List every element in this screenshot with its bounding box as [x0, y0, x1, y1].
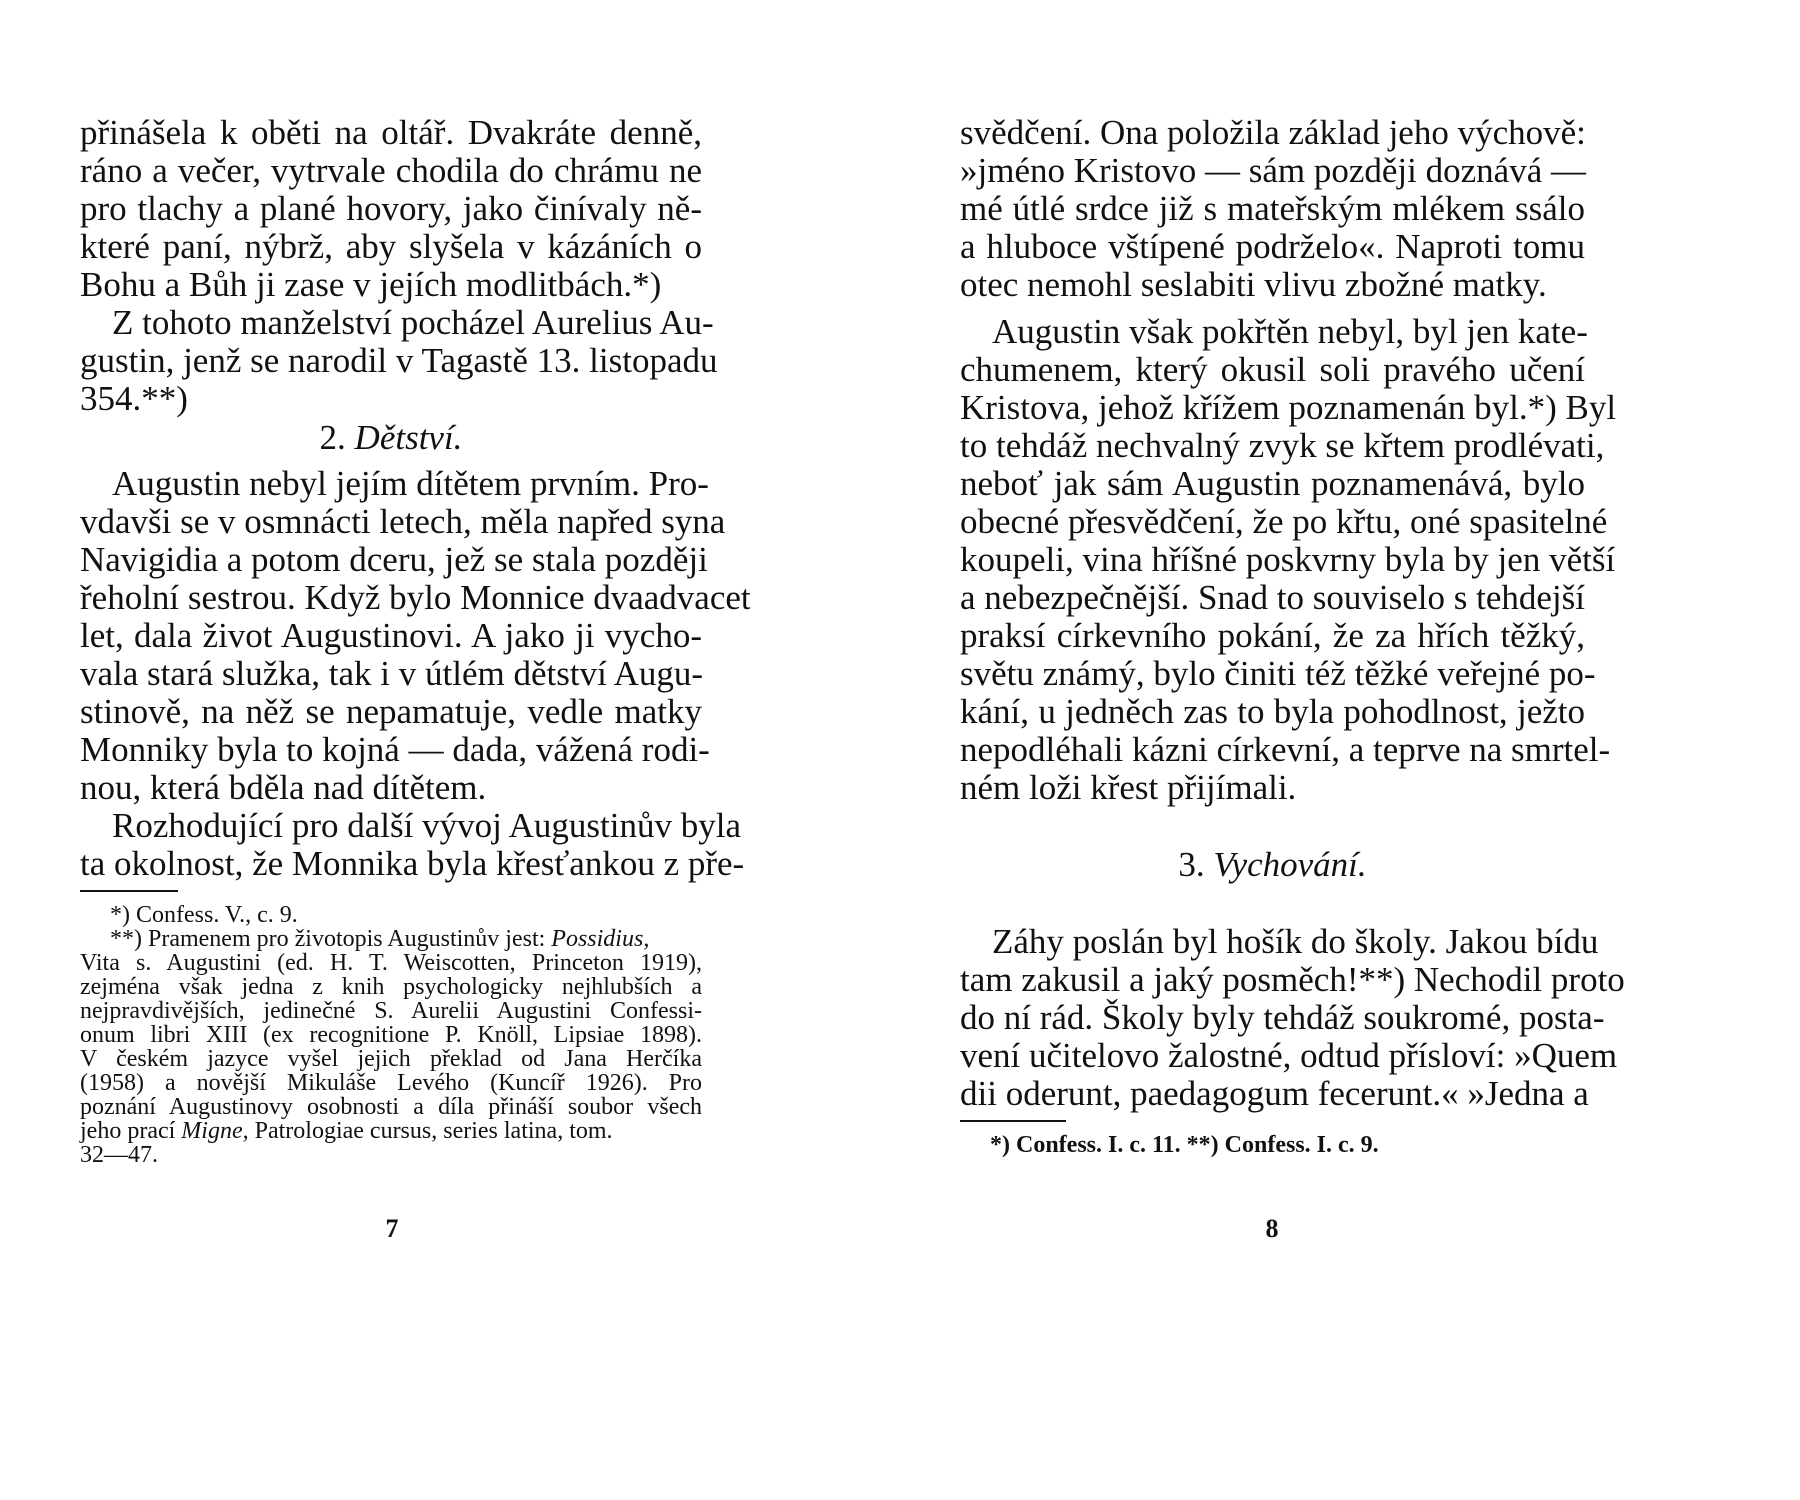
text-line: nou, která bděla nad dítětem.	[80, 768, 487, 807]
text-line: »jméno Kristovo — sám později doznává —	[960, 151, 1586, 190]
footnote-line: 32—47.	[80, 1142, 158, 1168]
text-line: které paní, nýbrž, aby slyšela v kázáních o	[80, 227, 702, 266]
text-line: vdavši se v osmnácti letech, měla napřed syna	[80, 502, 726, 541]
text-line: stinově, na něž se nepamatuje, vedle matky	[80, 692, 702, 731]
text-line: kání, u jedněch zas to byla pohodlnost, ježto	[960, 692, 1585, 731]
footnote-line: zejména však jedna z knih psychologicky nejhlubších a	[80, 974, 702, 1000]
text-line: nepodléhali kázni církevní, a teprve na smrtel-	[960, 730, 1611, 769]
text-line: přinášela k oběti na oltář. Dvakráte denně,	[80, 113, 702, 152]
text-line: Bohu a Bůh ji zase v jejích modlitbách.*)	[80, 265, 662, 304]
page-number: 7	[385, 1214, 399, 1243]
text-line: Rozhodující pro další vývoj Augustinův byla	[112, 806, 741, 845]
text-line: tam zakusil a jaký posměch!**) Nechodil proto	[960, 960, 1625, 999]
footnote-line: V českém jazyce vyšel jejich překlad od Jana Herčíka	[80, 1046, 702, 1072]
footnote-line: **) Pramenem pro životopis Augustinův jest: Possidius,	[110, 926, 650, 952]
text-line: ráno a večer, vytrvale chodila do chrámu ne	[80, 151, 702, 190]
text-line: koupeli, vina hříšné poskvrny byla by jen větší	[960, 540, 1616, 579]
footnote-line: (1958) a novější Mikuláše Levého (Kuncíř 1926). Pro	[80, 1070, 702, 1096]
heading-title: Vychování.	[1213, 845, 1367, 884]
footnote-line: onum libri XIII (ex recognitione P. Knöll, Lipsiae 1898).	[80, 1022, 702, 1048]
text-line: Záhy poslán byl hošík do školy. Jakou bídu	[992, 922, 1599, 961]
text-line: let, dala život Augustinovi. A jako ji vycho-	[80, 616, 702, 655]
footnote-line: Vita s. Augustini (ed. H. T. Weiscotten, Princeton 1919),	[80, 950, 702, 976]
text-line: světu známý, bylo činiti též těžké veřejné po-	[960, 654, 1596, 693]
text-line: mé útlé srdce již s mateřským mlékem ssálo	[960, 189, 1585, 228]
heading-title: Dětství.	[354, 418, 463, 457]
text-line: Augustin však pokřtěn nebyl, byl jen kate-	[992, 312, 1588, 351]
text-line: ta okolnost, že Monnika byla křesťankou z pře-	[80, 844, 745, 883]
text-line: vala stará služka, tak i v útlém dětství Augu-	[80, 654, 704, 693]
footnote-rule	[960, 1120, 1066, 1122]
text-line: chumenem, který okusil soli pravého učení	[960, 350, 1585, 389]
chapter-heading	[80, 418, 702, 458]
text-line: pro tlachy a plané hovory, jako činívaly ně-	[80, 189, 702, 228]
footnote-line: jeho prací Migne, Patrologiae cursus, series latina, tom.	[80, 1118, 613, 1144]
footnote-rule	[80, 890, 178, 892]
text-line: Augustin nebyl jejím dítětem prvním. Pro-	[112, 464, 709, 503]
text-line: praksí církevního pokání, že za hřích těžký,	[960, 616, 1585, 655]
text-line: vení učitelovo žalostné, odtud přísloví: »Quem	[960, 1036, 1618, 1075]
italic-author: Migne,	[181, 1118, 249, 1144]
text-line: do ní rád. Školy byly tehdáž soukromé, posta-	[960, 998, 1605, 1037]
heading-number: 3.	[1178, 845, 1205, 884]
text-line: Navigidia a potom dceru, jež se stala později	[80, 540, 708, 579]
footnote-line: *) Confess. I. c. 11. **) Confess. I. c. 9.	[990, 1132, 1379, 1158]
text-line: gustin, jenž se narodil v Tagastě 13. listopadu	[80, 341, 718, 380]
italic-author: Possidius,	[551, 926, 650, 952]
text-line: Kristova, jehož křížem poznamenán byl.*) Byl	[960, 388, 1617, 427]
footnote-line: poznání Augustinovy osobnosti a díla přináší soubor všech	[80, 1094, 702, 1120]
text-line: dii oderunt, paedagogum fecerunt.« »Jedna a	[960, 1074, 1589, 1113]
text-line: 354.**)	[80, 379, 188, 418]
text-line: řeholní sestrou. Když bylo Monnice dvaadvacet	[80, 578, 751, 617]
heading-number: 2.	[319, 418, 346, 457]
text-line: a hluboce vštípené podrželo«. Naproti tomu	[960, 227, 1585, 266]
text-line: obecné přesvědčení, že po křtu, oné spasitelné	[960, 502, 1608, 541]
text-line: neboť jak sám Augustin poznamenává, bylo	[960, 464, 1585, 503]
text-line: Monniky byla to kojná — dada, vážená rodi-	[80, 730, 710, 769]
text-line: Z tohoto manželství pocházel Aurelius Au-	[112, 303, 714, 342]
page-number: 8	[1265, 1214, 1279, 1243]
text-line: otec nemohl seslabiti vlivu zbožné matky.	[960, 265, 1547, 304]
right-page	[900, 0, 1800, 1500]
footnote-line: nejpravdivějších, jedinečné S. Aurelii Augustini Confessi-	[80, 998, 702, 1024]
footnote-line: *) Confess. V., c. 9.	[110, 902, 298, 928]
chapter-heading	[960, 845, 1585, 885]
text-line: ném loži křest přijímali.	[960, 768, 1297, 807]
text-line: svědčení. Ona položila základ jeho výchově:	[960, 113, 1586, 152]
text-line: to tehdáž nechvalný zvyk se křtem prodlévati,	[960, 426, 1605, 465]
text-line: a nebezpečnější. Snad to souviselo s tehdejší	[960, 578, 1585, 617]
